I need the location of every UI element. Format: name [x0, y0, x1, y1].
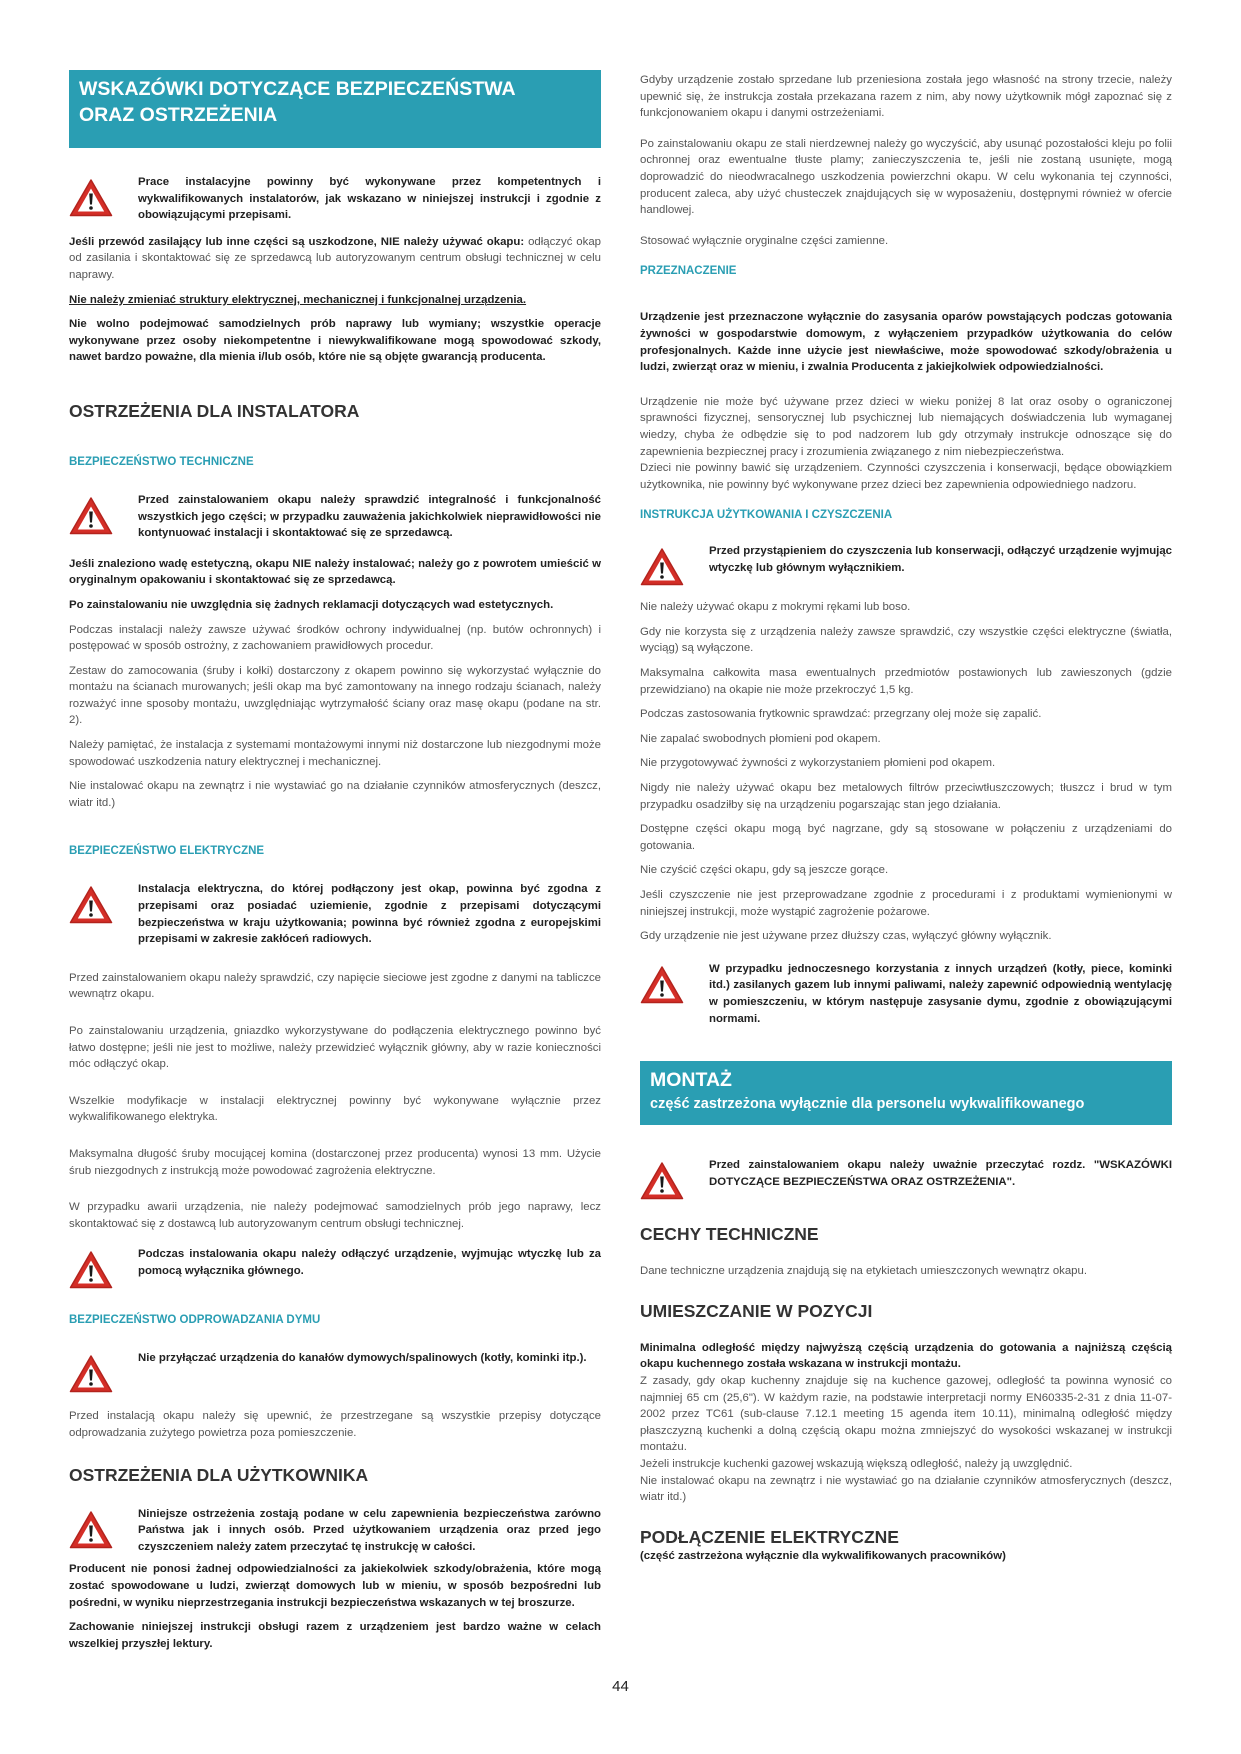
paragraph: Nie instalować okapu na zewnątrz i nie wystawiać go na działanie czynników atmosferycznych (deszcz, wiatr itd.) [69, 780, 601, 809]
right-column [640, 72, 1172, 1572]
warning-block [69, 174, 601, 224]
warning-icon [69, 885, 113, 925]
warning-block [69, 1350, 601, 1394]
warning-text: Nie przyłączać urządzenia do kanałów dymowych/spalinowych (kotły, kominki itp.). [138, 1352, 587, 1365]
section-heading-user: OSTRZEŻENIA DLA UŻYTKOWNIKA [69, 1464, 369, 1485]
warning-icon [69, 1250, 113, 1290]
paragraph: Podczas zastosowania frytkownic sprawdzać: przegrzany olej może się zapalić. [640, 708, 1042, 721]
paragraph-bold-lead: Jeśli przewód zasilający lub inne części są uszkodzone, NIE należy używać okapu: [69, 235, 525, 248]
paragraph: Należy pamiętać, że instalacja z systemami montażowymi innymi niż dostarczone lub niezgodnymi może spowodować uszkodzenia natury elektrycznej i mechanicznej. [69, 739, 601, 768]
subsection-heading-purpose: PRZEZNACZENIE [640, 265, 737, 278]
warning-text: Przed zainstalowaniem okapu należy uważnie przeczytać rozdz. "WSKAZÓWKI DOTYCZĄCE BEZPIECZEŃSTWA ORAZ OSTRZEŻENIA". [709, 1159, 1172, 1188]
safety-banner-line1: WSKAZÓWKI DOTYCZĄCE BEZPIECZEŃSTWA [79, 78, 516, 100]
warning-text: Podczas instalowania okapu należy odłączyć urządzenie, wyjmując wtyczkę lub za pomocą wyłącznika głównego. [138, 1248, 601, 1277]
warning-block [69, 1506, 601, 1556]
warning-block [69, 1246, 601, 1290]
paragraph: Nie należy używać okapu z mokrymi rękami lub boso. [640, 601, 911, 614]
warning-icon [640, 547, 684, 587]
paragraph: Nie instalować okapu na zewnątrz i nie wystawiać go na działanie czynników atmosferycznych (deszcz, wiatr itd.) [640, 1474, 1172, 1504]
warning-block [640, 961, 1172, 1027]
paragraph: Stosować wyłącznie oryginalne części zamienne. [640, 234, 889, 247]
paragraph-rest: odłączyć okap od zasilania i skontaktować się ze sprzedawcą lub autoryzowanym centrum obsługi technicznej w celu naprawy. [69, 235, 601, 281]
warning-block [69, 492, 601, 542]
warning-block [640, 543, 1172, 587]
warning-icon [69, 1354, 113, 1394]
section-heading-connection: PODŁĄCZENIE ELEKTRYCZNE [640, 1526, 899, 1547]
warning-icon [640, 1161, 684, 1201]
section-heading-specs: CECHY TECHNICZNE [640, 1224, 819, 1245]
paragraph: Nie należy zmieniać struktury elektrycznej, mechanicznej i funkcjonalnej urządzenia. [69, 293, 527, 306]
warning-icon [69, 496, 113, 536]
paragraph: Gdyby urządzenie zostało sprzedane lub przeniesiona została jego własność na strony trzecie, należy upewnić się, że instrukcja została przekazana razem z nim, aby nowy użytkownik mógł zapoznać się z funkcjonowaniem okapu i danymi ostrzeżeniami. [640, 74, 1172, 120]
paragraph: Gdy urządzenie nie jest używane przez dłuższy czas, wyłączyć główny wyłącznik. [640, 930, 1052, 943]
warning-icon [69, 178, 113, 218]
paragraph: Urządzenie nie może być używane przez dzieci w wieku poniżej 8 lat oraz osoby o ograniczonej sprawności fizycznej, sensorycznej lub psychicznej lub niemających doświadczenia lub wymaganej wiedzy, chyba że odbędzie się to pod nadzorem lub gdy otrzymały instrukcje odnoszące się do zapewnienia bezpiecznej pracy i zrozumienia związanego z nim niebezpieczeństwa. [640, 395, 1172, 458]
paragraph: Producent nie ponosi żadnej odpowiedzialności za jakiekolwiek szkody/obrażenia, które mogą zostać spowodowane u ludzi, zwierząt domowych lub w mieniu, w sposób bezpośredni lub pośredni, w wyniku nieprzestrzegania instrukcji bezpieczeństwa wskazanych w tej broszurze. [69, 1563, 601, 1609]
paragraph: Maksymalna długość śruby mocującej komina (dostarczonej przez producenta) wynosi 13 mm. Użycie śrub niezgodnych z instrukcją może powodować zagrożenia elektryczne. [69, 1147, 601, 1177]
paragraph: W przypadku awarii urządzenia, nie należy podejmować samodzielnych prób jego naprawy, lecz skontaktować się z dostawcą lub autoryzowanym centrum obsługi technicznej. [69, 1201, 601, 1230]
page-number: 44 [612, 1678, 629, 1695]
section-heading-installer: OSTRZEŻENIA DLA INSTALATORA [69, 400, 360, 421]
warning-text: Przed przystąpieniem do czyszczenia lub konserwacji, odłączyć urządzenie wyjmując wtyczkę lub głównym wyłącznikiem. [709, 545, 1172, 574]
warning-text: Przed zainstalowaniem okapu należy sprawdzić integralność i funkcjonalność wszystkich jego części; w przypadku zauważenia jakichkolwiek nieprawidłowości nie kontynuować instalacji i skontaktować się ze sprzedawcą. [138, 493, 601, 540]
section-heading-position: UMIESZCZANIE W POZYCJI [640, 1300, 873, 1321]
warning-icon [69, 1510, 113, 1550]
warning-text: Prace instalacyjne powinny być wykonywane przez kompetentnych i wykwalifikowanych instalatorów, jak wskazano w niniejszej instrukcji i zgodnie z obowiązującymi przepisami. [138, 176, 601, 222]
paragraph [69, 234, 601, 284]
safety-banner [69, 70, 601, 148]
warning-block [640, 1157, 1172, 1201]
warning-text: Niniejsze ostrzeżenia zostają podane w celu zapewnienia bezpieczeństwa zarówno Państwa jak i innych osób. Przed użytkowaniem urządzenia oraz przed jego czyszczeniem należy zatem przeczytać tę instrukcję w całości. [138, 1507, 601, 1553]
subsection-heading-electric: BEZPIECZEŃSTWO ELEKTRYCZNE [69, 845, 265, 858]
subsection-heading-smoke: BEZPIECZEŃSTWO ODPROWADZANIA DYMU [69, 1314, 321, 1327]
paragraph: Przed instalacją okapu należy się upewnić, że przestrzegane są wszystkie przepisy dotyczące odprowadzania zużytego powietrza poza pomieszczenie. [69, 1410, 601, 1439]
paragraph: Dzieci nie powinny bawić się urządzeniem. Czynności czyszczenia i konserwacji, będące obowiązkiem użytkownika, nie powinny być wykonywane przez dzieci bez zapewnienia odpowiedniego nadzoru. [640, 462, 1172, 491]
left-column [69, 70, 601, 1660]
subsection-heading-usage: INSTRUKCJA UŻYTKOWANIA I CZYSZCZENIA [640, 509, 893, 522]
paragraph: Po zainstalowaniu urządzenia, gniazdko wykorzystywane do podłączenia elektrycznego powinno być łatwo dostępne; jeśli nie jest to możliwe, należy przewidzieć wyłącznik główny, aby w razie konieczności móc odłączyć okap. [69, 1025, 601, 1071]
safety-banner-line2: ORAZ OSTRZEŻENIA [79, 104, 278, 126]
assembly-banner [640, 1061, 1172, 1125]
paragraph: Gdy nie korzysta się z urządzenia należy zawsze sprawdzić, czy wszystkie części elektryczne (światła, wyciąg) są wyłączone. [640, 625, 1172, 655]
paragraph: Nie czyścić części okapu, gdy są jeszcze gorące. [640, 864, 889, 877]
paragraph: (część zastrzeżona wyłącznie dla wykwalifikowanych pracowników) [640, 1549, 1006, 1562]
paragraph: Z zasady, gdy okap kuchenny znajduje się na kuchence gazowej, odległość ta powinna wynosić co najmniej 65 cm (25,6"). W każdym razie, na podstawie interpretacji normy EN60335-2-31 z dnia 11-07-2002 przez TC61 (sub-clause 7.12.1 meeting 15 agenda item 10.11), minimalną odległość między płaszczyzną kuchenki a dolną częścią okapu można zmniejszyć do wysokości wskazanej w instrukcji montażu. [640, 1374, 1172, 1454]
paragraph: Nie zapalać swobodnych płomieni pod okapem. [640, 732, 881, 745]
paragraph: Nigdy nie należy używać okapu bez metalowych filtrów przeciwtłuszczowych; tłuszcz i brud w tym przypadku osadziłby się na urządzeniu pogarszając stan jego działania. [640, 782, 1172, 811]
paragraph: Jeśli czyszczenie nie jest przeprowadzane zgodnie z procedurami i z produktami wymienionymi w niniejszej instrukcji, może wystąpić zagrożenie pożarowe. [640, 889, 1172, 918]
warning-text: W przypadku jednoczesnego korzystania z innych urządzeń (kotły, piece, kominki itd.) zasilanych gazem lub innymi paliwami, należy zapewnić odpowiednią wentylację w pomieszczeniu, w którym następuje zasysanie dymu, zgodnie z obowiązującymi normami. [709, 962, 1172, 1025]
paragraph: Nie przygotowywać żywności z wykorzystaniem płomieni pod okapem. [640, 757, 996, 770]
paragraph: Dostępne części okapu mogą być nagrzane, gdy są stosowane w połączeniu z urządzeniami do gotowania. [640, 823, 1172, 852]
paragraph: Zestaw do zamocowania (śruby i kołki) dostarczony z okapem powinno się wykorzystać wyłącznie do montażu na ścianach murowanych; jeśli okap ma być zamontowany na innego rodzaju ścianach, należy rozważyć inne sposoby montażu, uwzględniając wytrzymałość ściany oraz masę okapu (podane na str. 2). [69, 664, 601, 727]
assembly-banner-title: MONTAŻ [650, 1069, 732, 1092]
paragraph: Po zainstalowaniu okapu ze stali nierdzewnej należy go wyczyścić, aby usunąć pozostałości kleju po folii ochronnej oraz ewentualne tłuste plamy; zanieczyszczenia te, jeśli nie zostaną usunięte, mogą doprowadzić do nieodwracalnego uszkodzenia powierzchni okapu. W celu wykonania tej czynności, producent zaleca, aby użyć chusteczek znajdujących się w wyposażeniu, dostępnymi również w ofercie handlowej. [640, 137, 1172, 217]
warning-icon [640, 965, 684, 1005]
paragraph: Przed zainstalowaniem okapu należy sprawdzić, czy napięcie sieciowe jest zgodne z danymi na tabliczce wewnątrz okapu. [69, 971, 601, 1001]
paragraph: Podczas instalacji należy zawsze używać środków ochrony indywidualnej (np. butów ochronnych) i postępować w sposób ostrożny, z zachowaniem prawidłowych procedur. [69, 623, 601, 653]
subsection-heading-tech: BEZPIECZEŃSTWO TECHNICZNE [69, 455, 254, 468]
warning-block [69, 881, 601, 947]
paragraph: Jeśli znaleziono wadę estetyczną, okapu NIE należy instalować; należy go z powrotem umieścić w oryginalnym opakowaniu i skontaktować się ze sprzedawcą. [69, 557, 601, 587]
paragraph: Po zainstalowaniu nie uwzględnia się żadnych reklamacji dotyczących wad estetycznych. [69, 598, 554, 611]
assembly-banner-subtitle: część zastrzeżona wyłącznie dla personelu wykwalifikowanego [650, 1096, 1085, 1113]
paragraph: Dane techniczne urządzenia znajdują się na etykietach umieszczonych wewnątrz okapu. [640, 1265, 1088, 1278]
paragraph: Minimalna odległość między najwyższą częścią urządzenia do gotowania a najniższą częścią okapu kuchennego została wskazana w instrukcji montażu. [640, 1341, 1172, 1371]
warning-text: Instalacja elektryczna, do której podłączony jest okap, powinna być zgodna z przepisami oraz posiadać uziemienie, zgodnie z przepisami dotyczącymi bezpieczeństwa w kraju użytkowania; powinna być również zgodna z europejskimi przepisami w zakresie zakłóceń radiowych. [138, 883, 601, 946]
paragraph: Urządzenie jest przeznaczone wyłącznie do zasysania oparów powstających podczas gotowania żywności w gospodarstwie domowym, z wyłączeniem przypadków użytkowania do celów profesjonalnych. Każde inne użycie jest niewłaściwe, może spowodować szkody/obrażenia u ludzi, zwierząt oraz w mieniu, i zwalnia Producenta z jakiejkolwiek odpowiedzialności. [640, 311, 1172, 374]
paragraph: Zachowanie niniejszej instrukcji obsługi razem z urządzeniem jest bardzo ważne w celach wszelkiej przyszłej lektury. [69, 1621, 601, 1650]
paragraph: Jeżeli instrukcje kuchenki gazowej wskazują większą odległość, należy ją uwzględnić. [640, 1457, 1073, 1470]
paragraph: Wszelkie modyfikacje w instalacji elektrycznej powinny być wykonywane wyłącznie przez wykwalifikowanego elektryka. [69, 1094, 601, 1124]
paragraph: Maksymalna całkowita masa ewentualnych przedmiotów postawionych lub zawieszonych (gdzie przewidziano) na okapie nie może przekroczyć 1,5 kg. [640, 667, 1172, 696]
paragraph: Nie wolno podejmować samodzielnych prób naprawy lub wymiany; wszystkie operacje wykonywane przez osoby niekompetentne i niewykwalifikowane mogą spowodować szkody, nawet bardzo poważne, dla mienia i/lub osób, które nie są objęte gwarancją producenta. [69, 318, 601, 364]
